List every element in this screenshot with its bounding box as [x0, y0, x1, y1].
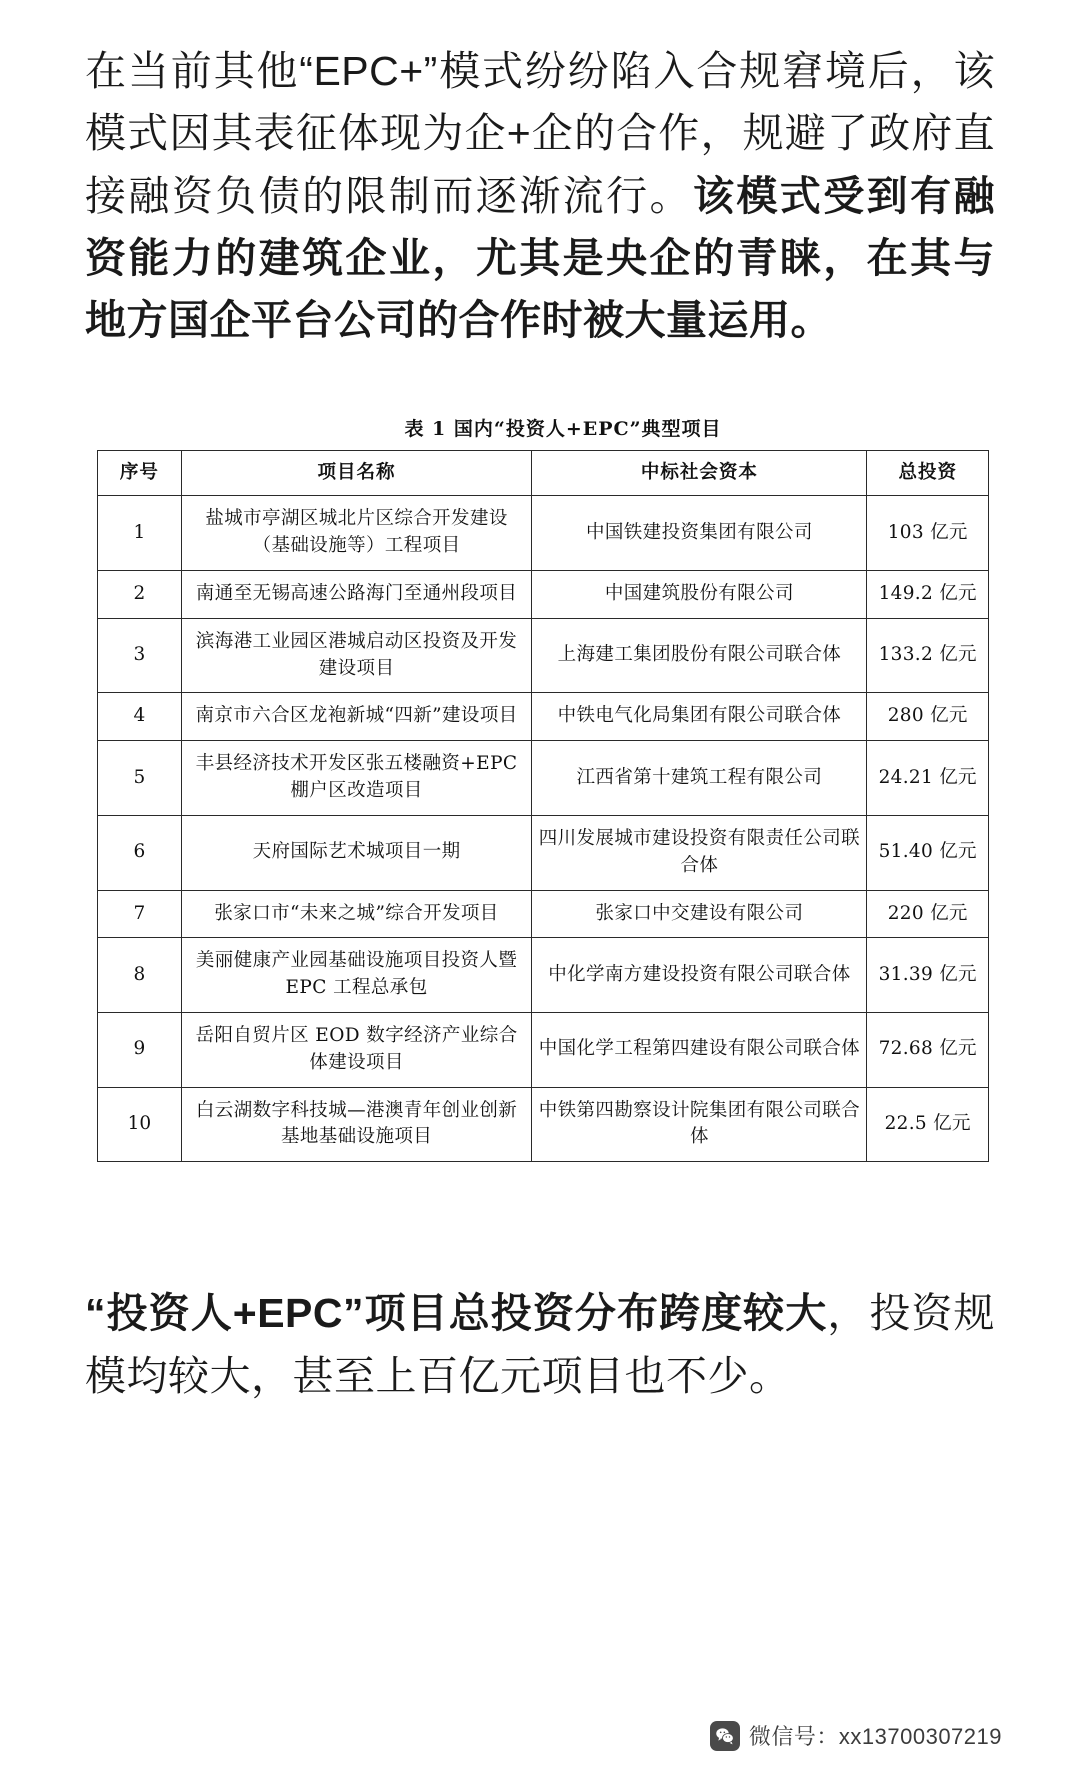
table-section [97, 414, 989, 1211]
typical-projects-table [97, 450, 989, 1163]
cell-amount: 103 亿元 [867, 496, 989, 571]
cell-amount: 72.68 亿元 [867, 1012, 989, 1087]
cell-amount: 280 亿元 [867, 693, 989, 741]
paragraph-2-normal: ，投资规模均较大，甚至上百亿元项目也不少。 [85, 1290, 995, 1399]
footer-wechat [710, 1720, 1002, 1751]
table-row [98, 693, 989, 741]
table-caption: 表 1 国内“投资人+EPC”典型项目 [404, 417, 722, 440]
cell-index: 7 [98, 890, 182, 938]
cell-project-name: 丰县经济技术开发区张五楼融资+EPC 棚户区改造项目 [181, 741, 532, 816]
table-row [98, 938, 989, 1013]
table-row [98, 1012, 989, 1087]
col-header-name: 项目名称 [181, 450, 532, 496]
paragraph-1 [85, 40, 995, 352]
cell-amount: 220 亿元 [867, 890, 989, 938]
wechat-icon [710, 1721, 740, 1751]
cell-capital: 中国铁建投资集团有限公司 [532, 496, 867, 571]
cell-project-name: 盐城市亭湖区城北片区综合开发建设（基础设施等）工程项目 [181, 496, 532, 571]
cell-capital: 江西省第十建筑工程有限公司 [532, 741, 867, 816]
table-row [98, 741, 989, 816]
cell-capital: 中化学南方建设投资有限公司联合体 [532, 938, 867, 1013]
col-header-capital: 中标社会资本 [532, 450, 867, 496]
cell-index: 9 [98, 1012, 182, 1087]
paragraph-2-bold: “投资人+EPC”项目总投资分布跨度较大 [85, 1290, 828, 1337]
cell-project-name: 天府国际艺术城项目一期 [181, 815, 532, 890]
table-row [98, 890, 989, 938]
cell-amount: 133.2 亿元 [867, 618, 989, 693]
cell-capital: 中铁电气化局集团有限公司联合体 [532, 693, 867, 741]
cell-capital: 中国化学工程第四建设有限公司联合体 [532, 1012, 867, 1087]
cell-index: 4 [98, 693, 182, 741]
cell-capital: 中铁第四勘察设计院集团有限公司联合体 [532, 1087, 867, 1162]
cell-project-name: 美丽健康产业园基础设施项目投资人暨 EPC 工程总承包 [181, 938, 532, 1013]
cell-amount: 31.39 亿元 [867, 938, 989, 1013]
cell-index: 5 [98, 741, 182, 816]
table-row [98, 571, 989, 619]
cell-capital: 中国建筑股份有限公司 [532, 571, 867, 619]
cell-index: 2 [98, 571, 182, 619]
paragraph-1-bold: 该模式受到有融资能力的建筑企业，尤其是央企的青睐，在其与地方国企平台公司的合作时被大量运用。 [85, 172, 996, 344]
cell-project-name: 南京市六合区龙袍新城“四新”建设项目 [181, 693, 532, 741]
paragraph-2 [85, 1282, 995, 1407]
cell-index: 3 [98, 618, 182, 693]
paragraph-1-normal: 在当前其他“EPC+”模式纷纷陷入合规窘境后，该模式因其表征体现为企+企的合作，规避了政府直接融资负债的限制而逐渐流行。 [85, 48, 995, 219]
table-row [98, 1087, 989, 1162]
col-header-index: 序号 [98, 450, 182, 496]
table-row [98, 618, 989, 693]
cell-amount: 51.40 亿元 [867, 815, 989, 890]
table-header-row [98, 450, 989, 496]
cell-project-name: 白云湖数字科技城—港澳青年创业创新基地基础设施项目 [181, 1087, 532, 1162]
cell-amount: 22.5 亿元 [867, 1087, 989, 1162]
table-row [98, 815, 989, 890]
cell-index: 1 [98, 496, 182, 571]
col-header-amount: 总投资 [867, 450, 989, 496]
cell-amount: 24.21 亿元 [867, 741, 989, 816]
cell-project-name: 张家口市“未来之城”综合开发项目 [181, 890, 532, 938]
cell-project-name: 滨海港工业园区港城启动区投资及开发建设项目 [181, 618, 532, 693]
table-row [98, 496, 989, 571]
cell-index: 10 [98, 1087, 182, 1162]
cell-amount: 149.2 亿元 [867, 571, 989, 619]
cell-project-name: 岳阳自贸片区 EOD 数字经济产业综合体建设项目 [181, 1012, 532, 1087]
table-bottom-spacer [97, 1162, 989, 1210]
cell-project-name: 南通至无锡高速公路海门至通州段项目 [181, 571, 532, 619]
cell-capital: 四川发展城市建设投资有限责任公司联合体 [532, 815, 867, 890]
cell-capital: 张家口中交建设有限公司 [532, 890, 867, 938]
wechat-id-label: 微信号：xx13700307219 [748, 1724, 1002, 1749]
cell-capital: 上海建工集团股份有限公司联合体 [532, 618, 867, 693]
cell-index: 6 [98, 815, 182, 890]
cell-index: 8 [98, 938, 182, 1013]
